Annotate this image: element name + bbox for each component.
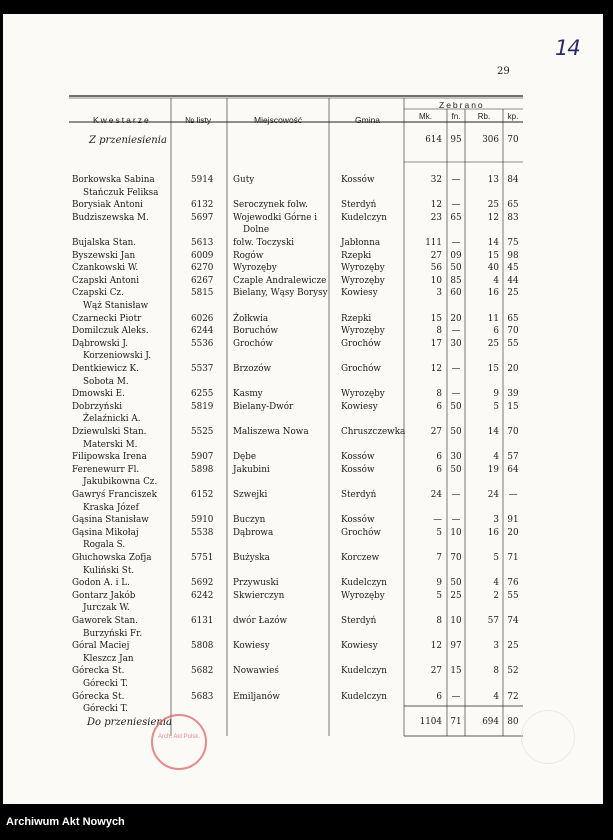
cell-gmina: Kowiesy bbox=[341, 288, 378, 299]
cell-mk: 27 bbox=[430, 666, 442, 677]
cell-kp: 39 bbox=[507, 389, 519, 400]
cell-fn: 25 bbox=[450, 590, 462, 601]
cell-kp: 55 bbox=[507, 590, 519, 601]
collector-name: Górecka St. bbox=[72, 666, 125, 677]
cell-fn: — bbox=[451, 238, 461, 248]
collector-name: Byszewski Jan bbox=[72, 250, 136, 261]
cell-no: 6132 bbox=[191, 200, 214, 211]
cell-fn: 15 bbox=[450, 666, 462, 677]
cell-kp: 70 bbox=[507, 326, 519, 337]
cell-place: Kowiesy bbox=[233, 641, 270, 652]
cell-gmina: Korczew bbox=[341, 553, 380, 563]
cell-gmina: Wyrozęby bbox=[341, 590, 385, 601]
header-kwestarze: Kwestarze bbox=[93, 115, 151, 125]
cell-mk: 6 bbox=[436, 691, 442, 702]
cell-fn: — bbox=[451, 490, 461, 500]
collector-name-secondary: Górecki T. bbox=[83, 679, 128, 689]
cell-mk: 6 bbox=[436, 452, 442, 463]
cell-place: Wyrozęby bbox=[233, 263, 277, 274]
carry-in-fn: 95 bbox=[450, 135, 462, 145]
collector-name-secondary: Kraska Józef bbox=[83, 502, 139, 513]
cell-fn: 30 bbox=[450, 452, 462, 463]
cell-mk: 56 bbox=[430, 263, 442, 274]
collector-name: Czarnecki Piotr bbox=[72, 313, 142, 324]
cell-place: Nowawieś bbox=[233, 666, 279, 677]
cell-fn: 09 bbox=[450, 250, 462, 261]
collector-name-secondary: Kuliński St. bbox=[83, 565, 135, 576]
cell-rb: 15 bbox=[487, 250, 499, 261]
header-miejscowosc: Miejscowość bbox=[254, 115, 303, 125]
collector-name-secondary: Materski M. bbox=[83, 439, 138, 450]
cell-fn: 65 bbox=[450, 212, 462, 223]
cell-kp: 25 bbox=[507, 641, 519, 652]
cell-no: 5538 bbox=[191, 527, 214, 538]
cell-fn: 50 bbox=[450, 464, 462, 475]
cell-place-continued: Dolne bbox=[243, 225, 270, 236]
cell-place: Maliszewa Nowa bbox=[233, 427, 309, 437]
cell-mk: — bbox=[433, 515, 442, 526]
cell-place: Buczyn bbox=[233, 515, 266, 526]
collector-name-secondary: Jakubikowna Cz. bbox=[83, 477, 158, 488]
cell-place: Seroczynek folw. bbox=[233, 200, 308, 211]
cell-rb: 13 bbox=[487, 175, 499, 185]
cell-fn: 50 bbox=[450, 401, 462, 412]
cell-kp: 64 bbox=[507, 464, 519, 475]
cell-place: Emiljanów bbox=[233, 691, 280, 702]
cell-gmina: Wyrozęby bbox=[341, 263, 385, 274]
collector-name: Gaworek Stan. bbox=[72, 616, 138, 626]
cell-mk: 12 bbox=[430, 200, 442, 211]
archive-stamp bbox=[151, 714, 207, 770]
cell-rb: 11 bbox=[487, 313, 499, 324]
collector-name: Dobrzyński bbox=[72, 401, 123, 412]
cell-gmina: Grochów bbox=[341, 364, 381, 374]
cell-gmina: Grochów bbox=[341, 338, 381, 349]
cell-rb: 4 bbox=[493, 691, 499, 702]
cell-kp: 84 bbox=[507, 175, 519, 185]
cell-place: Guty bbox=[233, 175, 255, 185]
collector-name-secondary: Górecki T. bbox=[83, 704, 128, 715]
cell-rb: 25 bbox=[487, 338, 499, 349]
cell-fn: — bbox=[451, 515, 461, 526]
cell-gmina: Rzepki bbox=[341, 313, 372, 324]
collector-name: Czankowski W. bbox=[72, 263, 139, 274]
collector-name: Borysiak Antoni bbox=[72, 200, 143, 211]
cell-no: 5683 bbox=[191, 691, 214, 702]
collector-name: Dentkiewicz K. bbox=[72, 364, 139, 374]
cell-mk: 27 bbox=[430, 250, 442, 261]
cell-kp: 45 bbox=[507, 263, 519, 274]
cell-fn: 97 bbox=[450, 641, 462, 652]
cell-gmina: Chruszczewka bbox=[341, 427, 406, 437]
cell-mk: 6 bbox=[436, 401, 442, 412]
cell-place: Rogów bbox=[233, 250, 264, 261]
cell-mk: 5 bbox=[436, 590, 442, 601]
cell-fn: 50 bbox=[450, 578, 462, 589]
cell-mk: 8 bbox=[436, 616, 442, 626]
cell-no: 5682 bbox=[191, 666, 214, 677]
cell-rb: 5 bbox=[493, 553, 499, 563]
cell-place: Żołkwia bbox=[233, 313, 269, 324]
header-mk: Mk. bbox=[419, 112, 432, 121]
cell-no: 5808 bbox=[191, 641, 214, 652]
cell-no: 6131 bbox=[191, 616, 214, 626]
cell-mk: 12 bbox=[430, 641, 442, 652]
cell-kp: 70 bbox=[507, 427, 519, 437]
cell-kp: 71 bbox=[507, 553, 519, 563]
cell-rb: 9 bbox=[493, 389, 499, 400]
header-rb: Rb. bbox=[477, 112, 491, 121]
cell-mk: 17 bbox=[430, 338, 442, 349]
cell-rb: 19 bbox=[487, 464, 499, 475]
cell-no: 5536 bbox=[191, 338, 214, 349]
collector-name-secondary: Kleszcz Jan bbox=[83, 653, 134, 664]
collector-name: Dmowski E. bbox=[72, 389, 125, 400]
cell-rb: 5 bbox=[493, 401, 499, 412]
faint-stamp bbox=[521, 710, 575, 764]
cell-no: 5613 bbox=[191, 238, 214, 248]
collector-name: Górecka St. bbox=[72, 691, 125, 702]
cell-rb: 3 bbox=[493, 515, 499, 526]
cell-mk: 8 bbox=[436, 326, 442, 337]
cell-mk: 23 bbox=[430, 212, 442, 223]
collector-name: Godon A. i L. bbox=[72, 578, 130, 589]
cell-no: 5525 bbox=[191, 427, 214, 437]
cell-no: 5751 bbox=[191, 553, 214, 563]
cell-fn: — bbox=[451, 691, 461, 702]
cell-kp: 76 bbox=[507, 578, 519, 589]
cell-no: 5910 bbox=[191, 515, 214, 526]
carry-out-rb: 694 bbox=[482, 717, 499, 727]
cell-place: Skwierczyn bbox=[233, 590, 285, 601]
cell-mk: 6 bbox=[436, 464, 442, 475]
cell-place: Dąbrowa bbox=[233, 527, 274, 538]
cell-rb: 4 bbox=[493, 578, 499, 589]
cell-place: Bielany, Wąsy Borysy bbox=[233, 288, 328, 299]
cell-fn: — bbox=[451, 326, 461, 337]
cell-fn: 10 bbox=[450, 527, 462, 538]
carry-in-kp: 70 bbox=[507, 135, 519, 145]
collector-name: Ferenewurr Fl. bbox=[72, 464, 140, 475]
cell-fn: 50 bbox=[450, 263, 462, 274]
cell-no: 6152 bbox=[191, 490, 214, 500]
collector-name: Gąsina Stanisław bbox=[72, 515, 149, 526]
collector-name: Głuchowska Zofja bbox=[72, 553, 152, 563]
cell-no: 5898 bbox=[191, 464, 214, 475]
collector-name: Góral Maciej bbox=[72, 641, 130, 652]
collector-name: Borkowska Sabina bbox=[72, 175, 155, 185]
cell-no: 5819 bbox=[191, 401, 214, 412]
cell-mk: 8 bbox=[436, 389, 442, 400]
cell-fn: 70 bbox=[450, 553, 462, 563]
collector-name: Dziewulski Stan. bbox=[72, 427, 147, 437]
cell-rb: 24 bbox=[487, 490, 499, 500]
cell-fn: 50 bbox=[450, 427, 462, 437]
cell-gmina: Rzepki bbox=[341, 250, 372, 261]
cell-mk: 9 bbox=[436, 578, 442, 589]
cell-rb: 14 bbox=[487, 427, 499, 437]
cell-kp: 25 bbox=[507, 288, 519, 299]
cell-gmina: Wyrozęby bbox=[341, 326, 385, 337]
collector-name: Gawryś Franciszek bbox=[72, 490, 157, 500]
cell-place: folw. Toczyski bbox=[233, 238, 295, 248]
cell-gmina: Sterdyń bbox=[341, 616, 377, 626]
cell-no: 6244 bbox=[191, 326, 214, 337]
cell-place: Szwejki bbox=[233, 490, 268, 500]
collector-name-secondary: Burzyński Fr. bbox=[83, 628, 143, 639]
cell-rb: 40 bbox=[487, 263, 499, 274]
carry-out-mk: 1104 bbox=[419, 717, 442, 727]
archive-footer: Archiwum Akt Nowych bbox=[6, 816, 125, 828]
cell-gmina: Jabłonna bbox=[341, 238, 381, 248]
cell-no: 6267 bbox=[191, 275, 214, 286]
collector-name-secondary: Wąż Stanisław bbox=[83, 301, 149, 311]
carry-out-label: Do przeniesienia bbox=[87, 717, 172, 728]
collector-name: Budziszewska M. bbox=[72, 212, 149, 223]
archive-stamp-text: Arch. Akt Polsk. bbox=[157, 734, 200, 740]
carry-in-label: Z przeniesienia bbox=[89, 135, 167, 146]
cell-gmina: Sterdyń bbox=[341, 200, 377, 211]
cell-mk: 7 bbox=[436, 553, 442, 563]
cell-fn: 20 bbox=[450, 313, 462, 324]
cell-kp: 75 bbox=[507, 238, 519, 248]
cell-no: 6255 bbox=[191, 389, 214, 400]
cell-rb: 25 bbox=[487, 200, 499, 211]
cell-place: Kasmy bbox=[233, 389, 263, 400]
collector-name: Czapski Antoni bbox=[72, 275, 140, 286]
collector-name-secondary: Sobota M. bbox=[83, 376, 129, 387]
cell-kp: 15 bbox=[507, 401, 519, 412]
cell-gmina: Wyrozęby bbox=[341, 389, 385, 400]
cell-no: 5907 bbox=[191, 452, 214, 463]
cell-rb: 14 bbox=[487, 238, 499, 248]
cell-gmina: Kudelczyn bbox=[341, 212, 387, 223]
cell-kp: 65 bbox=[507, 313, 519, 324]
carry-in-mk: 614 bbox=[425, 135, 442, 145]
collector-name: Domilczuk Aleks. bbox=[72, 326, 149, 337]
cell-rb: 2 bbox=[493, 590, 499, 601]
cell-kp: 72 bbox=[507, 691, 519, 702]
cell-no: 6026 bbox=[191, 313, 214, 324]
cell-kp: 20 bbox=[507, 527, 519, 538]
carry-out-fn: 71 bbox=[450, 717, 462, 727]
cell-place: Jakubini bbox=[233, 464, 270, 475]
page-number: 29 bbox=[497, 66, 510, 77]
cell-kp: 57 bbox=[507, 452, 519, 463]
cell-place: Bielany-Dwór bbox=[233, 401, 294, 412]
cell-gmina: Sterdyń bbox=[341, 490, 377, 500]
cell-fn: 85 bbox=[450, 275, 462, 286]
cell-rb: 12 bbox=[487, 212, 499, 223]
cell-no: 6270 bbox=[191, 263, 214, 274]
cell-no: 5697 bbox=[191, 212, 214, 223]
cell-rb: 16 bbox=[487, 288, 499, 299]
collector-name-secondary: Korzeniowski J. bbox=[83, 351, 152, 362]
cell-gmina: Kossów bbox=[341, 175, 375, 185]
cell-fn: 60 bbox=[450, 288, 462, 299]
document-page bbox=[3, 14, 603, 804]
cell-mk: 32 bbox=[430, 175, 442, 185]
collector-name: Gontarz Jakób bbox=[72, 590, 136, 601]
cell-gmina: Kudelczyn bbox=[341, 691, 387, 702]
cell-gmina: Kossów bbox=[341, 515, 375, 526]
cell-gmina: Grochów bbox=[341, 527, 381, 538]
collector-name: Dąbrowski J. bbox=[72, 338, 129, 349]
cell-mk: 10 bbox=[430, 275, 442, 286]
cell-kp: 52 bbox=[507, 666, 519, 677]
cell-mk: 3 bbox=[436, 288, 442, 299]
cell-kp: 55 bbox=[507, 338, 519, 349]
cell-gmina: Kudelczyn bbox=[341, 666, 387, 677]
cell-place: Wojewodki Górne i bbox=[233, 212, 318, 223]
collections-table bbox=[3, 14, 603, 804]
collector-name: Bujalska Stan. bbox=[72, 238, 137, 248]
cell-fn: — bbox=[451, 175, 461, 185]
cell-kp: 44 bbox=[507, 275, 519, 286]
cell-place: Przywuski bbox=[233, 578, 279, 589]
collector-name-secondary: Jurczak W. bbox=[83, 603, 130, 614]
cell-rb: 3 bbox=[493, 641, 499, 652]
cell-fn: — bbox=[451, 389, 461, 400]
cell-place: Czaple Andralewicze bbox=[233, 275, 327, 286]
cell-fn: — bbox=[451, 364, 461, 374]
cell-place: Brzozów bbox=[233, 364, 272, 374]
cell-kp: 74 bbox=[507, 616, 519, 626]
cell-rb: 16 bbox=[487, 527, 499, 538]
carry-in-rb: 306 bbox=[482, 135, 499, 145]
cell-mk: 12 bbox=[430, 364, 442, 374]
cell-mk: 27 bbox=[430, 427, 442, 437]
cell-gmina: Kudelczyn bbox=[341, 578, 387, 589]
cell-place: Grochów bbox=[233, 338, 273, 349]
cell-rb: 57 bbox=[487, 616, 499, 626]
cell-fn: 10 bbox=[450, 616, 462, 626]
cell-no: 6242 bbox=[191, 590, 214, 601]
cell-mk: 111 bbox=[425, 238, 442, 248]
cell-no: 5692 bbox=[191, 578, 214, 589]
cell-mk: 24 bbox=[430, 490, 442, 500]
cell-rb: 15 bbox=[487, 364, 499, 374]
cell-rb: 6 bbox=[493, 326, 499, 337]
cell-no: 5914 bbox=[191, 175, 214, 185]
collector-name: Gąsina Mikołaj bbox=[72, 527, 139, 538]
handwritten-page-number: 14 bbox=[555, 36, 580, 60]
collector-name-secondary: Rogala S. bbox=[83, 540, 126, 551]
cell-rb: 4 bbox=[493, 275, 499, 286]
cell-gmina: Kowiesy bbox=[341, 641, 378, 652]
header-gmina: Gmina bbox=[355, 115, 381, 125]
collector-name: Czapski Cz. bbox=[72, 288, 124, 299]
cell-kp: 20 bbox=[507, 364, 519, 374]
cell-no: 5815 bbox=[191, 288, 214, 299]
cell-no: 5537 bbox=[191, 364, 214, 374]
cell-fn: — bbox=[451, 200, 461, 211]
cell-rb: 4 bbox=[493, 452, 499, 463]
header-kp: kp. bbox=[507, 112, 519, 121]
cell-gmina: Kowiesy bbox=[341, 401, 378, 412]
collector-name-secondary: Stańczuk Feliksa bbox=[83, 187, 159, 198]
cell-mk: 5 bbox=[436, 527, 442, 538]
header-zebrano: Zebrano bbox=[439, 100, 485, 110]
cell-kp: 91 bbox=[507, 515, 519, 526]
header-listy: № listy bbox=[185, 115, 212, 125]
cell-kp: 98 bbox=[507, 250, 519, 261]
cell-place: Dębe bbox=[233, 452, 257, 463]
cell-gmina: Wyrozęby bbox=[341, 275, 385, 286]
cell-place: dwór Łazów bbox=[233, 616, 288, 626]
cell-kp: 65 bbox=[507, 200, 519, 211]
cell-no: 6009 bbox=[191, 250, 214, 261]
cell-place: Boruchów bbox=[233, 326, 279, 337]
header-fn: fn. bbox=[451, 112, 461, 121]
cell-kp: — bbox=[508, 490, 518, 500]
cell-kp: 83 bbox=[507, 212, 519, 223]
cell-gmina: Kossów bbox=[341, 464, 375, 475]
cell-place: Bużyska bbox=[233, 553, 270, 563]
cell-gmina: Kossów bbox=[341, 452, 375, 463]
cell-mk: 15 bbox=[430, 313, 442, 324]
cell-rb: 8 bbox=[493, 666, 499, 677]
collector-name: Filipowska Irena bbox=[72, 452, 147, 463]
collector-name-secondary: Żelaźnicki A. bbox=[83, 414, 141, 425]
carry-out-kp: 80 bbox=[507, 717, 519, 727]
cell-fn: 30 bbox=[450, 338, 462, 349]
